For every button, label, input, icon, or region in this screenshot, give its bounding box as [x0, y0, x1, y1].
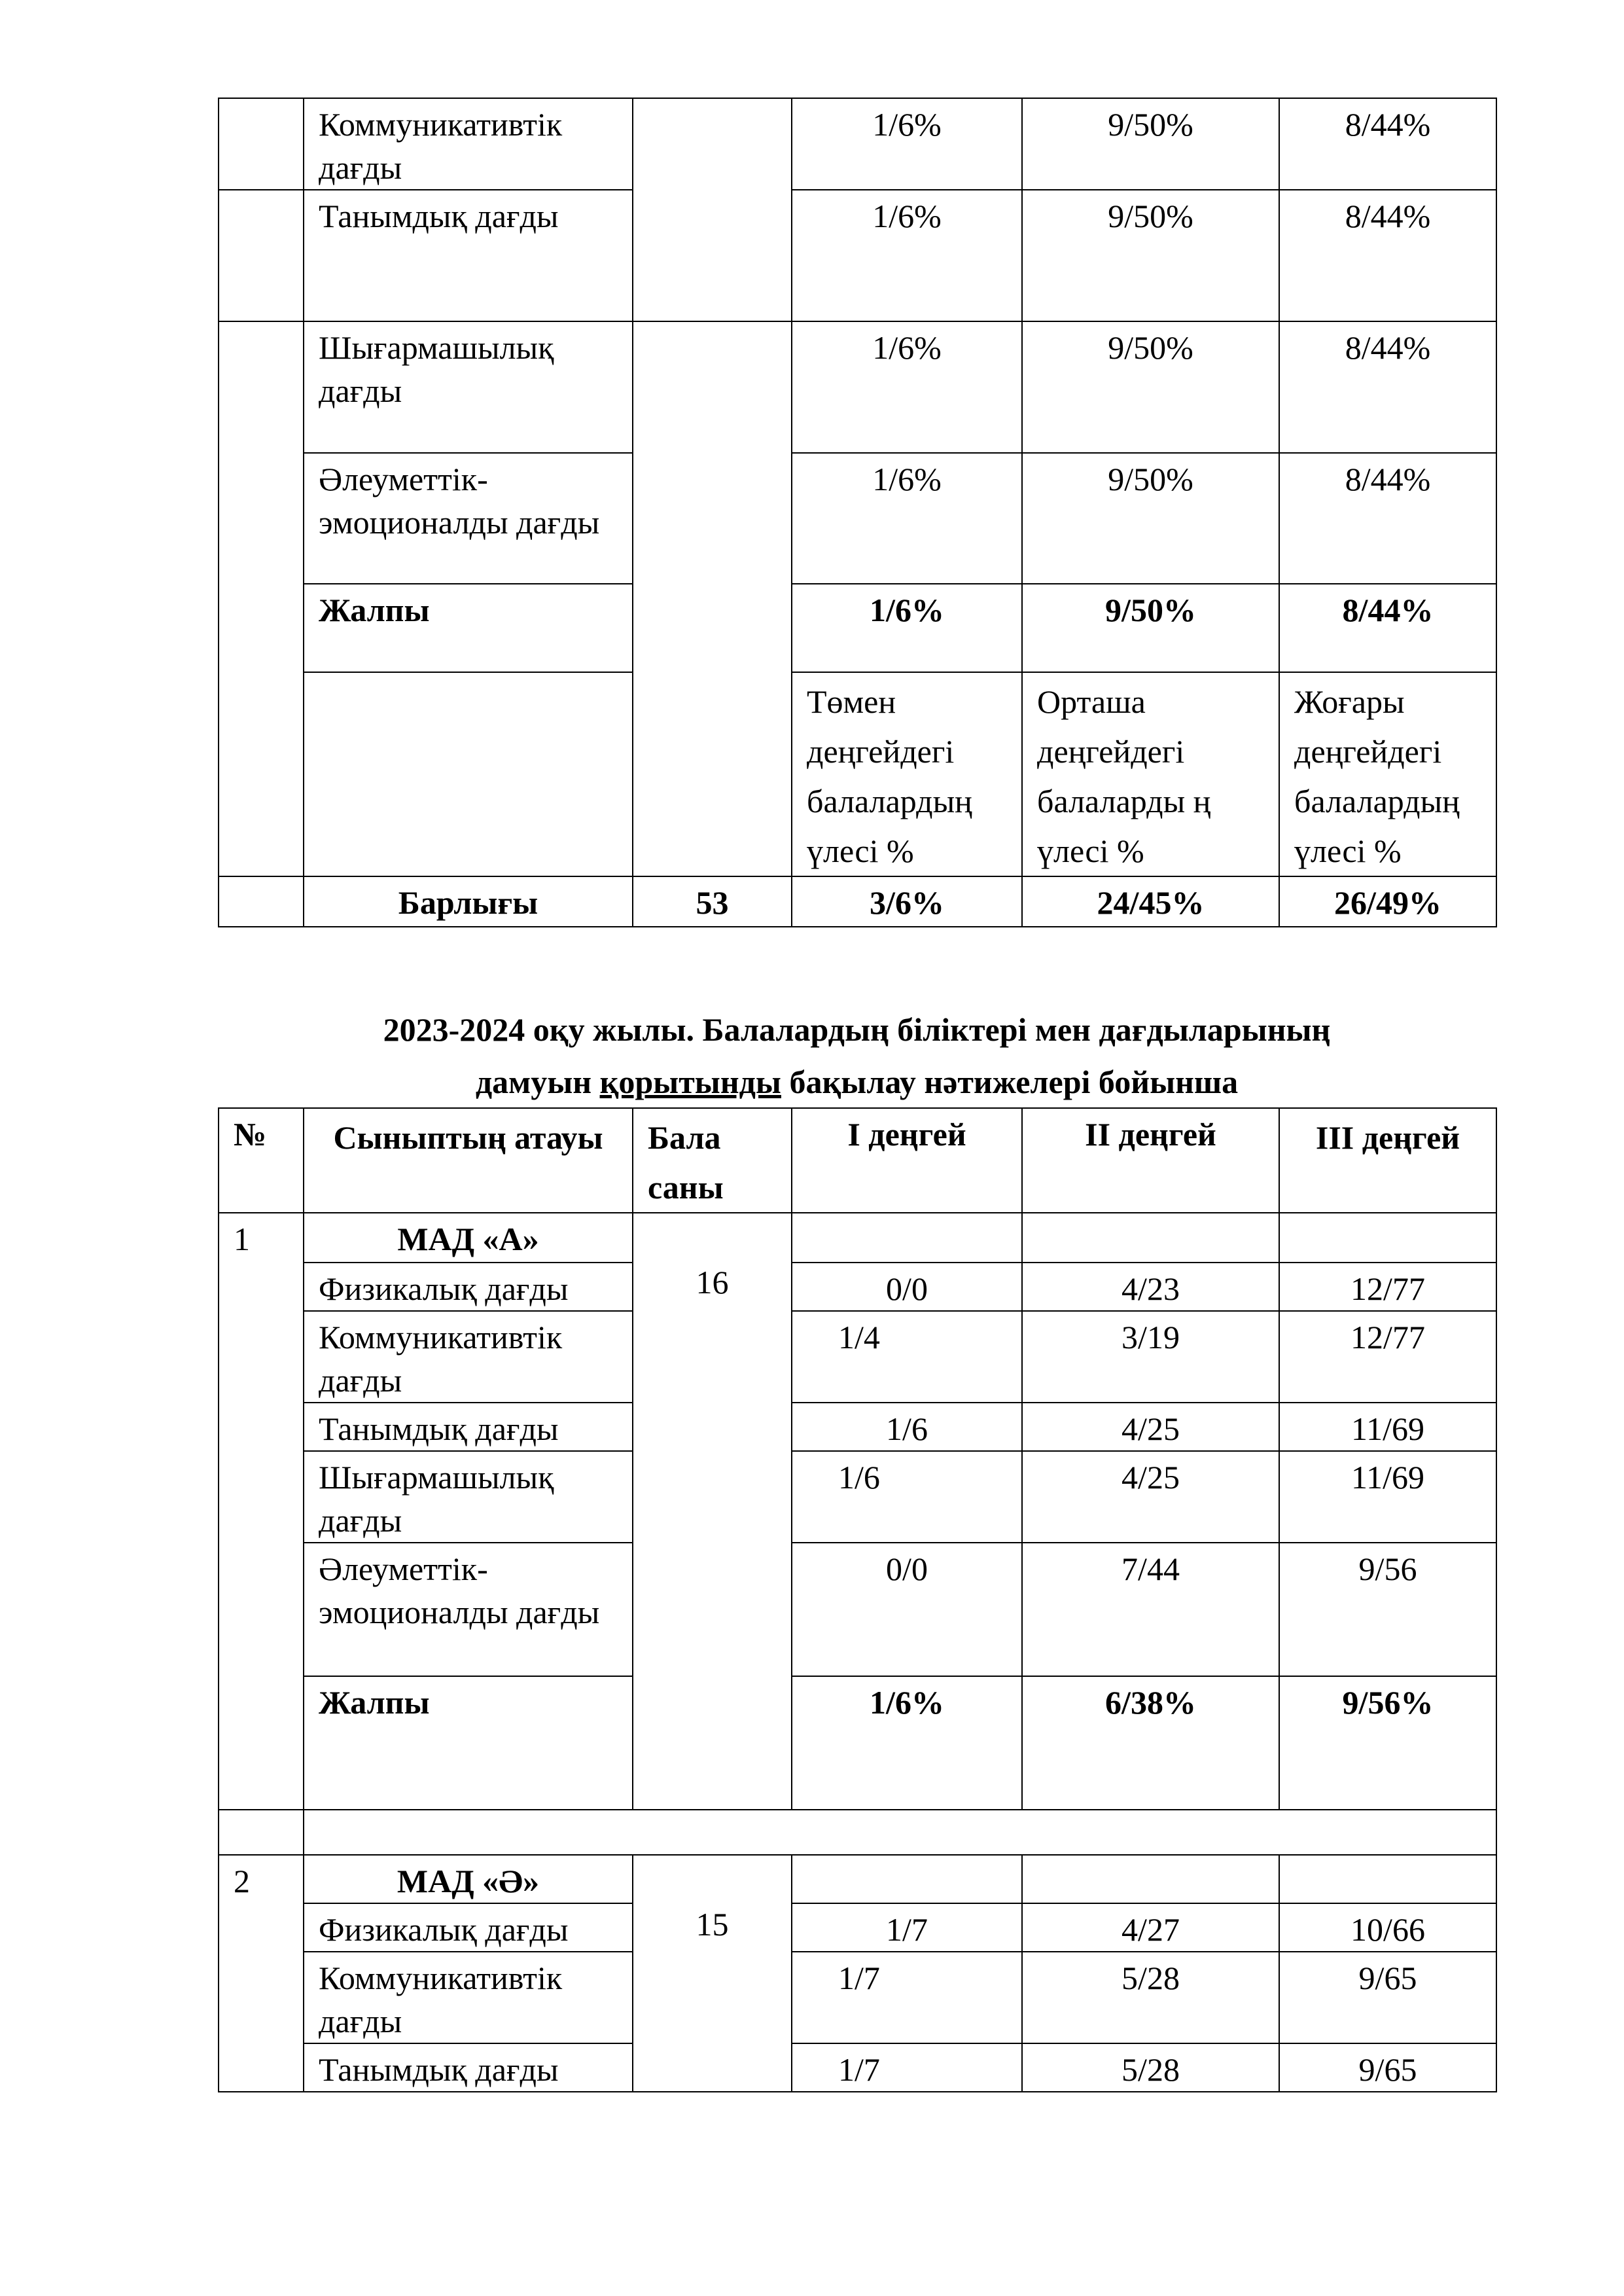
spacer-cell	[219, 1810, 304, 1855]
section-title-line-1: 2023-2024 оқу жылы. Балалардың біліктері мен дағдыларының	[383, 1011, 1331, 1048]
header-level-2: II деңгей	[1022, 1108, 1279, 1213]
group-name: МАД «Ә»	[304, 1855, 633, 1903]
value-cell: 3/19	[1022, 1311, 1279, 1403]
value-cell: 0/0	[792, 1543, 1022, 1676]
empty-cell	[304, 672, 633, 876]
value-cell: 9/65	[1279, 1952, 1496, 2043]
section-title-line-2	[218, 1056, 1496, 1108]
value-cell: 1/7	[792, 2043, 1022, 2092]
value-cell: 11/69	[1279, 1451, 1496, 1543]
low-share-header: Төмен деңгейдегі балалардың үлесі %	[792, 672, 1022, 876]
value-cell: 11/69	[1279, 1403, 1496, 1451]
value-cell: 1/6%	[792, 584, 1022, 672]
value-cell: 1/6%	[792, 453, 1022, 584]
skill-label: Физикалық дағды	[304, 1903, 633, 1952]
value-cell: 4/23	[1022, 1263, 1279, 1311]
value-cell: 1/6%	[792, 321, 1022, 453]
count-cell	[633, 98, 792, 321]
total-label: Жалпы	[304, 1676, 633, 1810]
value-cell: 5/28	[1022, 1952, 1279, 2043]
value-cell: 1/7	[792, 1952, 1022, 2043]
value-cell: 1/6%	[792, 1676, 1022, 1810]
value-cell: 9/65	[1279, 2043, 1496, 2092]
group-number: 1	[219, 1213, 304, 1810]
value-cell	[1022, 1855, 1279, 1903]
grand-total-count: 53	[633, 876, 792, 927]
value-cell: 1/4	[792, 1311, 1022, 1403]
value-cell: 1/6%	[792, 190, 1022, 321]
header-count: Бала саны	[633, 1108, 792, 1213]
value-cell: 7/44	[1022, 1543, 1279, 1676]
value-cell: 1/7	[792, 1903, 1022, 1952]
value-cell: 1/6	[792, 1451, 1022, 1543]
value-cell	[1022, 1213, 1279, 1263]
title-underlined-word: қорытынды	[599, 1064, 781, 1100]
value-cell: 8/44%	[1279, 321, 1496, 453]
value-cell: 8/44%	[1279, 190, 1496, 321]
spacer-cell	[304, 1810, 1496, 1855]
value-cell: 9/56%	[1279, 1676, 1496, 1810]
skill-label: Әлеуметтік-эмоционалды дағды	[304, 453, 633, 584]
value-cell: 8/44%	[1279, 584, 1496, 672]
count-cell	[633, 321, 792, 876]
value-cell: 1/6%	[792, 98, 1022, 190]
results-table	[218, 1107, 1497, 2092]
high-share-header: Жоғары деңгейдегі балалардың үлесі %	[1279, 672, 1496, 876]
group-count: 15	[633, 1855, 792, 2092]
value-cell: 1/6	[792, 1403, 1022, 1451]
header-name: Сыныптың атауы	[304, 1108, 633, 1213]
num-cell	[219, 321, 304, 876]
group-name: МАД «А»	[304, 1213, 633, 1263]
value-cell: 8/44%	[1279, 453, 1496, 584]
value-cell: 9/50%	[1022, 98, 1279, 190]
skill-label: Танымдық дағды	[304, 1403, 633, 1451]
value-cell: 9/50%	[1022, 321, 1279, 453]
value-cell: 6/38%	[1022, 1676, 1279, 1810]
mid-share-header: Орташа деңгейдегі балаларды ң үлесі %	[1022, 672, 1279, 876]
skill-label: Танымдық дағды	[304, 190, 633, 321]
header-level-1: I деңгей	[792, 1108, 1022, 1213]
value-cell: 4/25	[1022, 1451, 1279, 1543]
skill-label: Коммуникативтік дағды	[304, 1311, 633, 1403]
value-cell: 10/66	[1279, 1903, 1496, 1952]
value-cell	[1279, 1855, 1496, 1903]
value-cell	[792, 1855, 1022, 1903]
header-level-3: III деңгей	[1279, 1108, 1496, 1213]
skill-label: Коммуникативтік дағды	[304, 98, 633, 190]
num-cell	[219, 876, 304, 927]
skill-label: Коммуникативтік дағды	[304, 1952, 633, 2043]
group-count: 16	[633, 1213, 792, 1810]
value-cell: 26/49%	[1279, 876, 1496, 927]
title-part: бақылау нәтижелері бойынша	[781, 1064, 1239, 1100]
num-cell	[219, 98, 304, 190]
value-cell: 12/77	[1279, 1311, 1496, 1403]
value-cell: 9/50%	[1022, 584, 1279, 672]
value-cell: 3/6%	[792, 876, 1022, 927]
value-cell: 8/44%	[1279, 98, 1496, 190]
value-cell: 24/45%	[1022, 876, 1279, 927]
title-part: дамуын	[475, 1064, 600, 1100]
skill-label: Шығармашылық дағды	[304, 1451, 633, 1543]
value-cell	[1279, 1213, 1496, 1263]
value-cell	[792, 1213, 1022, 1263]
grand-total-label: Барлығы	[304, 876, 633, 927]
skill-label: Шығармашылық дағды	[304, 321, 633, 453]
value-cell: 4/27	[1022, 1903, 1279, 1952]
group-number: 2	[219, 1855, 304, 2092]
num-cell	[219, 190, 304, 321]
results-table-continued	[218, 98, 1497, 927]
value-cell: 9/50%	[1022, 453, 1279, 584]
skill-label: Физикалық дағды	[304, 1263, 633, 1311]
total-label: Жалпы	[304, 584, 633, 672]
value-cell: 0/0	[792, 1263, 1022, 1311]
value-cell: 9/50%	[1022, 190, 1279, 321]
value-cell: 9/56	[1279, 1543, 1496, 1676]
value-cell: 4/25	[1022, 1403, 1279, 1451]
skill-label: Әлеуметтік-эмоционалды дағды	[304, 1543, 633, 1676]
value-cell: 12/77	[1279, 1263, 1496, 1311]
value-cell: 5/28	[1022, 2043, 1279, 2092]
skill-label: Танымдық дағды	[304, 2043, 633, 2092]
header-no: №	[219, 1108, 304, 1213]
